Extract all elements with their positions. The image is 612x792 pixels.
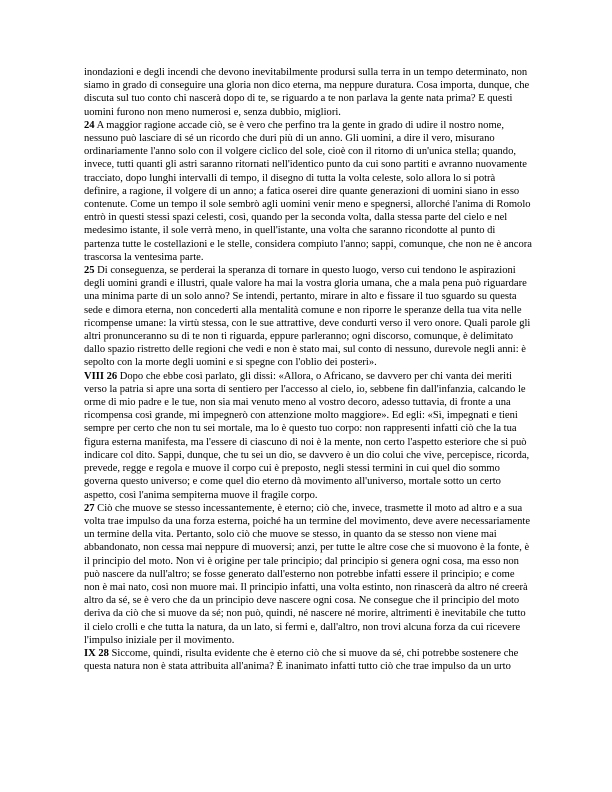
paragraph-25 [84,264,532,370]
paragraph-24 [84,119,532,264]
paragraph-27 [84,502,532,647]
paragraph-text: A maggior ragione accade ciò, se è vero che perfino tra la gente in grado di udire il nostro nome, nessuno può lasciare di sé un ricordo che duri più di un anno. Gli uomini, a dire il vero, misurano ordinariamente l'anno solo con il volgere ciclico del sole, cioè con il ritorno di un'unica stella; quando, invece, tutti quanti gli astri saranno ritornati nell'identico punto da cui sono partiti e avranno nuovamente tracciato, dopo lunghi intervalli di tempo, il disegno di tutta la volta celeste, solo allora lo si potrà definire, a ragione, il volgere di un anno; a fatica oserei dire quante generazioni di uomini siano in esso contenute. Come un tempo il sole sembrò agli uomini venir meno e spegnersi, allorché l'anima di Romolo entrò in questi stessi spazi celesti, così, quando per la seconda volta, dalla stessa parte del cielo e nel medesimo istante, il sole verrà meno, in quell'istante, una volta che saranno ricondotte al punto di partenza tutte le costellazioni e le stelle, considera compiuto l'anno; sappi, comunque, che non ne è ancora trascorsa la ventesima parte. [84,119,532,263]
section-number: IX 28 [84,647,109,659]
paragraph-text: Siccome, quindi, risulta evidente che è eterno ciò che si muove da sé, chi potrebbe sostenere che questa natura non è stata attribuita all'anima? È inanimato infatti tutto ciò che trae impulso da un urto [84,647,519,673]
paragraph-text: Dopo che ebbe così parlato, gli dissi: «Allora, o Africano, se davvero per chi vanta dei meriti verso la patria si apre una sorta di sentiero per l'accesso al cielo, io, sebbene fin dall'infanzia, calcando le orme di mio padre e le tue, non sia mai venuto meno al vostro decoro, adesso tuttavia, di fronte a una ricompensa così grande, mi impegnerò con attenzione molto maggiore». Ed egli: «Sì, impegnati e tieni sempre per certo che non tu sei mortale, ma lo è questo tuo corpo: non rappresenti infatti ciò che la tua figura esterna manifesta, ma l'essere di ciascuno di noi è la mente, non certo l'aspetto esteriore che si può indicare col dito. Sappi, dunque, che tu sei un dio, se davvero è un dio colui che vive, percepisce, ricorda, prevede, regge e regola e muove il corpo cui è preposto, negli stessi termini in cui quel dio sommo governa questo universo; e come quel dio eterno dà movimento all'universo, mortale sotto un certo aspetto, così l'anima sempiterna muove il fragile corpo. [84,370,530,501]
paragraph-ix-28 [84,647,532,673]
section-number: 25 [84,265,95,277]
paragraph-text: Ciò che muove se stesso incessantemente, è eterno; ciò che, invece, trasmette il moto ad altro e a sua volta trae impulso da una forza esterna, poiché ha un termine del movimento, deve avere necessariamente un termine della vita. Pertanto, solo ciò che muove se stesso, in quanto da se stesso non viene mai abbandonato, non cessa mai neppure di muoversi; anzi, per tutte le altre cose che si muovono è la fonte, è il principio del moto. Non vi è origine per tale principio; dal principio si genera ogni cosa, ma esso non può nascere da null'altro; se fosse generato dall'esterno non potrebbe infatti essere il principio; e come non è mai nato, così non muore mai. Il principio infatti, una volta estinto, non rinascerà da altro né creerà altro da sé, se è vero che da un principio deve nascere ogni cosa. Ne consegue che il principio del moto deriva da ciò che si muove da sé; non può, quindi, né nascere né morire, altrimenti è inevitabile che tutto il cielo crolli e che tutta la natura, da un lato, si fermi e, dall'altro, non trovi alcuna forza da cui ricevere l'impulso iniziale per il movimento. [84,502,531,646]
paragraph-continuation [84,66,532,119]
document-page [84,66,532,673]
paragraph-text: inondazioni e degli incendi che devono inevitabilmente prodursi sulla terra in un tempo determinato, non siamo in grado di conseguire una gloria non dico eterna, ma neppure duratura. Cosa importa, dunque, che discuta sul tuo conto chi nascerà dopo di te, se riguardo a te non parlava la gente nata prima? E questi uomini furono non meno numerosi e, senza dubbio, migliori. [84,67,530,118]
section-number: 27 [84,502,95,514]
paragraph-viii-26 [84,370,532,502]
section-number: 24 [84,119,95,131]
paragraph-text: Di conseguenza, se perderai la speranza di tornare in questo luogo, verso cui tendono le aspirazioni degli uomini grandi e illustri, quale valore ha mai la vostra gloria umana, che a mala pena può riguardare una minima parte di un solo anno? Se intendi, pertanto, mirare in alto e fissare il tuo sguardo su questa sede e dimora eterna, non concederti alla mentalità comune e non riporre le speranze della tua vita nelle ricompense umane: la virtù stessa, con le sue attrattive, deve condurti verso il vero onore. Quali parole gli altri pronunceranno su di te non ti riguarda, eppure parleranno; ogni discorso, comunque, è delimitato dallo spazio ristretto delle regioni che vedi e non è stato mai, sul conto di nessuno, durevole negli anni: è sepolto con la morte degli uomini e si spegne con l'oblio dei posteri». [84,265,531,369]
section-number: VIII 26 [84,370,118,382]
